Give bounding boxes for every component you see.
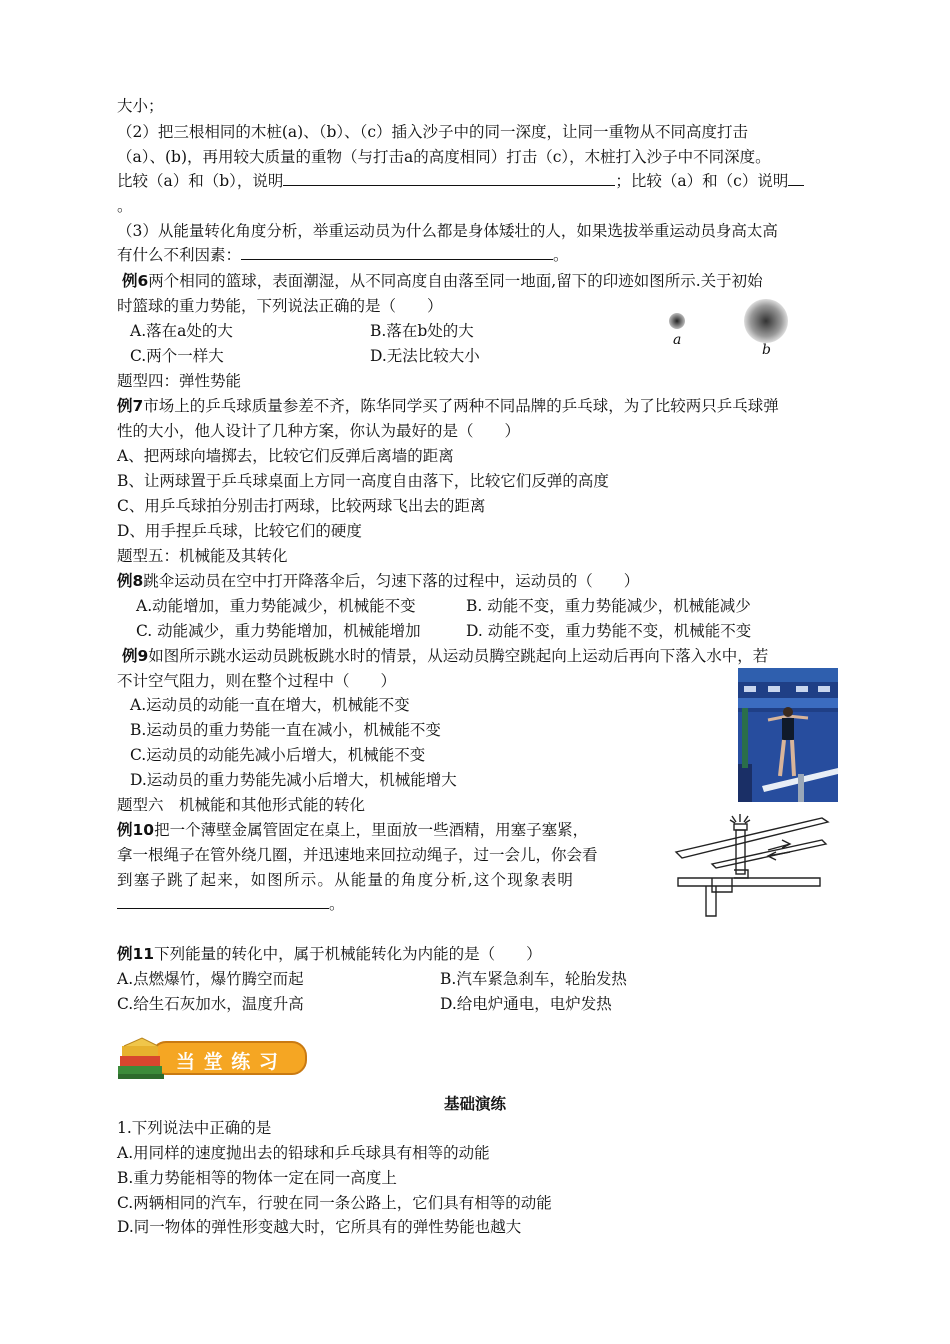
option-c: C、用乒乓球拍分别击打两球，比较两球飞出去的距离 <box>117 497 486 515</box>
option-b: B、让两球置于乒乓球桌面上方同一高度自由落下，比较它们反弹的高度 <box>117 472 609 490</box>
answer-blank[interactable] <box>117 894 329 909</box>
option-c: C.两辆相同的汽车，行驶在同一条公路上，它们具有相等的动能 <box>117 1194 552 1212</box>
option-d: D、用手捏乒乓球，比较它们的硬度 <box>117 522 362 540</box>
text-line: 大小； <box>117 97 164 115</box>
option-c: C.给生石灰加水，温度升高 <box>117 995 304 1013</box>
option-b: B.落在b处的大 <box>370 322 474 340</box>
example-label: 例11 <box>117 945 155 963</box>
text-segment: 。 <box>553 246 569 264</box>
option-b: B. 动能不变，重力势能减少，机械能减少 <box>466 597 751 615</box>
text-segment: 有什么不利因素： <box>117 246 242 264</box>
label-a: a <box>673 332 682 348</box>
option-a: A.落在a处的大 <box>130 322 233 340</box>
example-label: 例6 <box>122 272 149 290</box>
text-line <box>117 244 569 266</box>
text-line: 性的大小，他人设计了几种方案，你认为最好的是（ ） <box>117 422 521 440</box>
text-segment: 把一个薄壁金属管固定在桌上，里面放一些酒精，用塞子塞紧， <box>154 821 589 839</box>
option-d: D.同一物体的弹性形变越大时，它所具有的弹性势能也越大 <box>117 1218 522 1236</box>
basketball-marks-figure <box>660 296 800 366</box>
text-line: 时篮球的重力势能，下列说法正确的是（ ） <box>117 297 443 315</box>
text-segment: 如图所示跳水运动员跳板跳水时的情景，从运动员腾空跳起向上运动后再向下落入水中，若 <box>148 647 769 665</box>
text-line: 不计空气阻力，则在整个过程中（ ） <box>117 672 397 690</box>
example-label: 例7 <box>117 397 144 415</box>
label-b: b <box>762 342 771 358</box>
text-segment: 跳伞运动员在空中打开降落伞后，匀速下落的过程中，运动员的（ ） <box>143 572 640 590</box>
option-b: B.重力势能相等的物体一定在同一高度上 <box>117 1169 397 1187</box>
text-line <box>117 893 345 915</box>
option-d: D.无法比较大小 <box>370 347 480 365</box>
mark-a <box>669 313 685 329</box>
text-line: （2）把三根相同的木桩(a)、（b）、（c）插入沙子中的同一深度，让同一重物从不同高度打击 <box>117 123 749 141</box>
section-title: 基础演练 <box>443 1095 506 1113</box>
example-label: 例9 <box>122 647 149 665</box>
section-heading: 题型四：弹性势能 <box>117 372 242 390</box>
option-a: A.点燃爆竹，爆竹腾空而起 <box>117 970 304 988</box>
text-segment: ；比较（a）和（c）说明 <box>615 172 789 190</box>
example-label: 例8 <box>117 572 144 590</box>
option-a: A.动能增加，重力势能减少，机械能不变 <box>136 597 416 615</box>
section-heading: 题型六 机械能和其他形式能的转化 <box>117 796 366 814</box>
option-d: D. 动能不变，重力势能不变，机械能不变 <box>466 622 752 640</box>
diver-photo <box>738 668 838 802</box>
example-label: 例10 <box>117 821 155 839</box>
banner-text: 当 堂 练 习 <box>176 1051 279 1073</box>
question-stem <box>117 819 588 841</box>
mark-b <box>744 299 788 343</box>
text-line: 到塞子跳了起来，如图所示。从能量的角度分析,这个现象表明 <box>117 871 575 889</box>
option-c: C. 动能减少，重力势能增加，机械能增加 <box>136 622 421 640</box>
text-line: （a）、(b)，再用较大质量的重物（与打击a的高度相同）打击（c），木桩打入沙子中不同深度。 <box>117 148 771 166</box>
section-heading: 题型五：机械能及其转化 <box>117 547 288 565</box>
text-segment: 市场上的乒乓球质量参差不齐，陈华同学买了两种不同品牌的乒乓球，为了比较两只乒乓球弹 <box>143 397 779 415</box>
text-segment: 。 <box>329 895 345 913</box>
question-stem <box>117 570 639 592</box>
question-stem <box>122 270 763 292</box>
question-stem <box>117 943 542 965</box>
question-stem <box>117 395 779 417</box>
text-line: 拿一根绳子在管外绕几圈，并迅速地来回拉动绳子，过一会儿，你会看 <box>117 846 598 864</box>
question-stem: 1.下列说法中正确的是 <box>117 1119 272 1137</box>
text-line: （3）从能量转化角度分析，举重运动员为什么都是身体矮壮的人，如果选拔举重运动员身高太高 <box>117 222 778 240</box>
option-d: D.给电炉通电，电炉发热 <box>440 995 612 1013</box>
text-segment: 下列能量的转化中，属于机械能转化为内能的是（ ） <box>154 945 542 963</box>
text-line <box>117 170 804 192</box>
text-line: 。 <box>117 197 133 215</box>
answer-blank[interactable] <box>788 171 804 186</box>
text-segment: 两个相同的篮球，表面潮湿，从不同高度自由落至同一地面,留下的印迹如图所示.关于初始 <box>148 272 763 290</box>
practice-banner <box>114 1036 310 1084</box>
option-c: C.两个一样大 <box>130 347 224 365</box>
answer-blank[interactable] <box>241 245 553 260</box>
question-stem <box>122 645 768 667</box>
option-d: D.运动员的重力势能先减小后增大，机械能增大 <box>130 771 457 789</box>
answer-blank[interactable] <box>283 171 615 186</box>
option-c: C.运动员的动能先减小后增大，机械能不变 <box>130 746 426 764</box>
metal-tube-figure <box>672 812 832 918</box>
text-segment: 比较（a）和（b），说明 <box>117 172 284 190</box>
option-a: A.用同样的速度抛出去的铅球和乒乓球具有相等的动能 <box>117 1144 490 1162</box>
option-b: B.运动员的重力势能一直在减小，机械能不变 <box>130 721 441 739</box>
option-a: A、把两球向墙掷去，比较它们反弹后离墙的距离 <box>117 447 454 465</box>
option-a: A.运动员的动能一直在增大，机械能不变 <box>130 696 410 714</box>
option-b: B.汽车紧急刹车，轮胎发热 <box>440 970 627 988</box>
